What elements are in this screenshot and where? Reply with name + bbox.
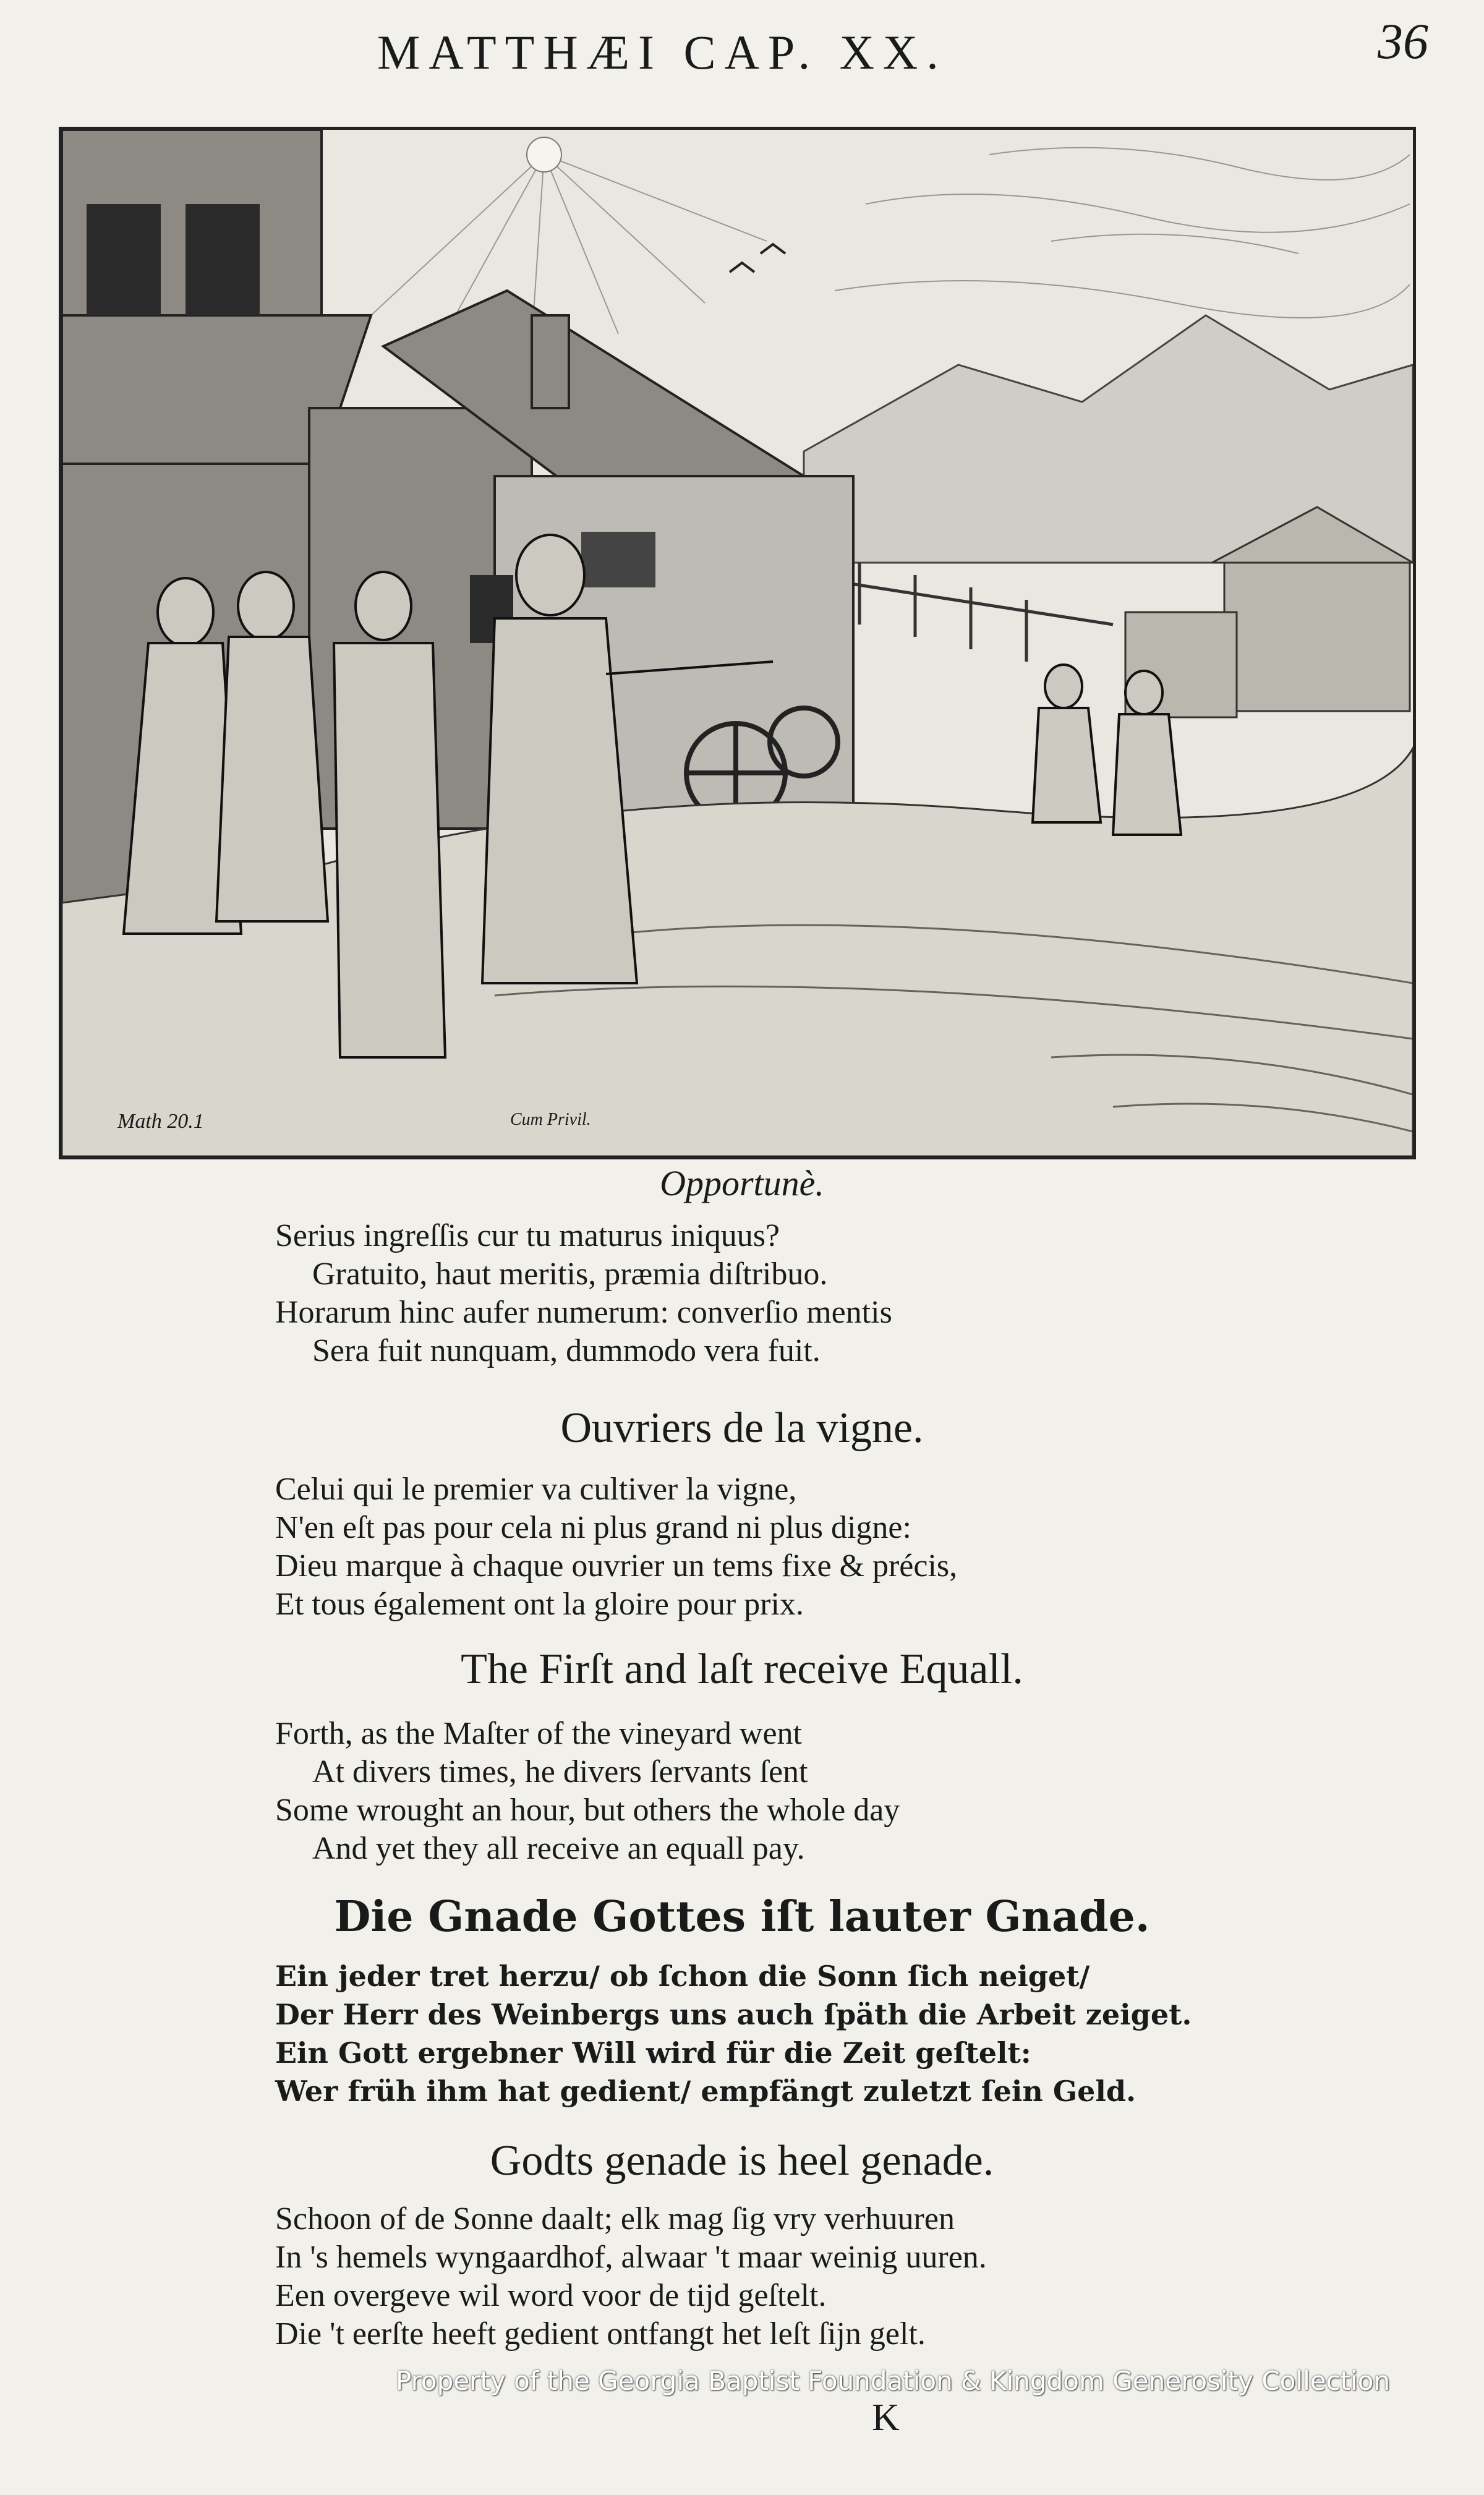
french-verse (275, 1470, 957, 1624)
english-verse (275, 1715, 900, 1868)
french-title: Ouvriers de la vigne. (560, 1404, 924, 1452)
watermark: Property of the Georgia Baptist Foundation & Kingdom Generosity Collection (396, 2366, 1391, 2396)
dutch-title: Godts genade is heel genade. (490, 2137, 994, 2185)
verse-line: Dieu marque à chaque ouvrier un tems fixe & précis, (275, 1548, 958, 1584)
verse-line: Der Herr des Weinbergs uns auch ſpäth die Arbeit zeiget. (275, 1998, 1192, 2031)
english-title: The Firſt and laſt receive Equall. (461, 1645, 1023, 1693)
verse-line: N'en eſt pas pour cela ni plus grand ni plus digne: (275, 1510, 911, 1545)
german-title: Die Gnade Gottes iſt lauter Gnade. (334, 1892, 1150, 1942)
verse-line: Serius ingreſſis cur tu maturus iniquus? (275, 1218, 780, 1253)
verse-line: At divers times, he divers ſervants ſent (312, 1754, 808, 1789)
plate-reference: Math 20.1 (117, 1110, 204, 1133)
verse-line: Een overgeve wil word voor de tijd geſtelt. (275, 2278, 827, 2313)
page-number: 36 (1378, 13, 1428, 69)
latin-verse (275, 1217, 892, 1370)
signature-mark: K (872, 2397, 900, 2439)
verse-line: Sera fuit nunquam, dummodo vera fuit. (312, 1333, 821, 1368)
verse-line: Schoon of de Sonne daalt; elk mag ſig vry verhuuren (275, 2201, 955, 2237)
verse-line: Forth, as the Maſter of the vineyard went (275, 1716, 802, 1751)
plate-privilege: Cum Privil. (510, 1110, 591, 1129)
verse-line: Die 't eerſte heeft gedient ontfangt het leſt ſijn gelt. (275, 2316, 926, 2352)
verse-line: Some wrought an hour, but others the whole day (275, 1793, 900, 1828)
verse-line: In 's hemels wyngaardhof, alwaar 't maar weinig uuren. (275, 2240, 987, 2275)
verse-line: Gratuito, haut meritis, præmia diſtribuo. (312, 1256, 828, 1292)
engraving-illustration (59, 127, 1416, 1159)
german-verse (275, 1957, 1192, 2110)
verse-line: Horarum hinc aufer numerum: converſio mentis (275, 1295, 892, 1330)
verse-line: Celui qui le premier va cultiver la vigne, (275, 1472, 797, 1507)
verse-line: And yet they all receive an equall pay. (312, 1831, 805, 1866)
running-head: MATTHÆI CAP. XX. (377, 25, 947, 79)
verse-line: Ein jeder tret herzu/ ob ſchon die Sonn ſich neiget/ (275, 1960, 1090, 1993)
verse-line: Ein Gott ergebner Will wird für die Zeit geſtelt: (275, 2036, 1031, 2070)
motto: Opportunè. (660, 1163, 824, 1203)
verse-line: Wer früh ihm hat gedient/ empfängt zuletzt ſein Geld. (275, 2075, 1136, 2108)
vineyard-engraving (62, 130, 1413, 1156)
verse-line: Et tous également ont la gloire pour prix. (275, 1587, 804, 1622)
dutch-verse (275, 2200, 987, 2353)
